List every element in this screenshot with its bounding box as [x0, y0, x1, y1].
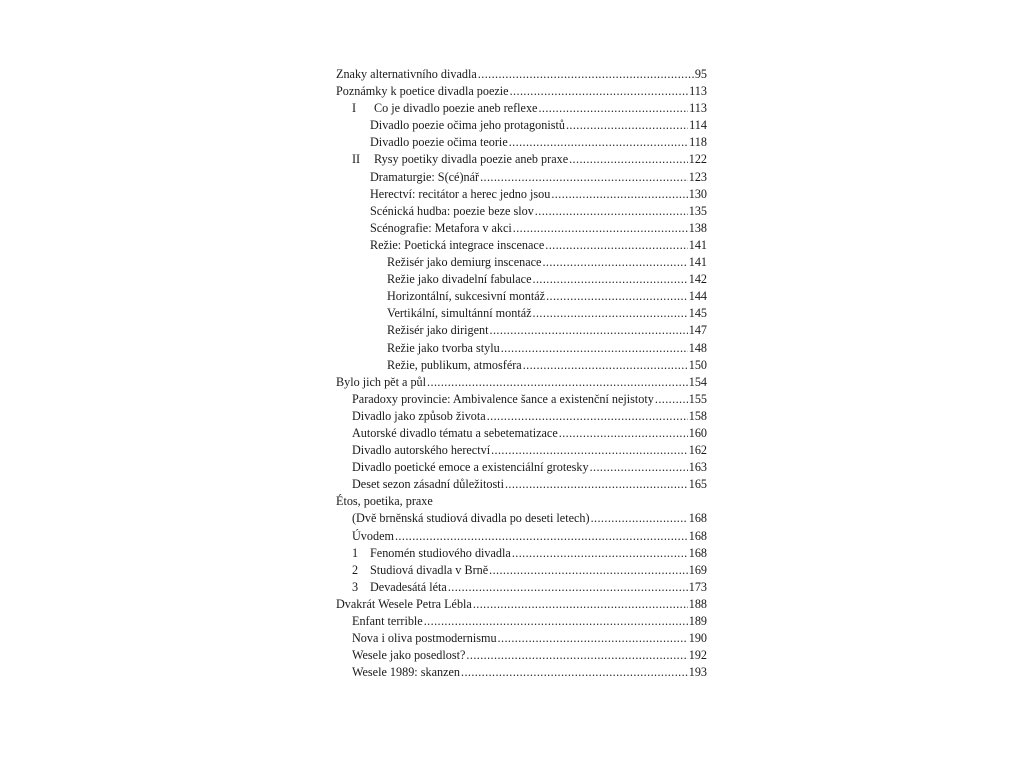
dot-leader	[501, 340, 688, 357]
toc-entry-page-number: 150	[688, 357, 707, 372]
toc-entry-page-number: 113	[689, 84, 707, 99]
toc-entry-title: Étos, poetika, praxe	[336, 494, 433, 509]
toc-entry-title: Paradoxy provincie: Ambivalence šance a existenční nejistoty	[352, 391, 654, 406]
toc-entry	[336, 186, 707, 203]
toc-entry	[336, 374, 707, 391]
toc-entry-title: Co je divadlo poezie aneb reflexe	[374, 101, 538, 116]
toc-entry	[336, 305, 707, 322]
dot-leader	[590, 459, 688, 476]
toc-entry-page-number: 189	[688, 614, 707, 628]
toc-entry-page-number: 163	[688, 460, 707, 475]
toc-entry-title: Wesele 1989: skanzen	[352, 665, 460, 680]
toc-entry-page-number: 144	[688, 289, 707, 304]
toc-entry-page-number: 155	[688, 391, 707, 406]
toc-entry-page-number: 154	[688, 374, 707, 389]
toc-entry	[336, 288, 707, 305]
toc-entry	[336, 596, 707, 613]
toc-entry-title: Enfant terrible	[352, 614, 423, 628]
toc-entry-title: Dramaturgie: S(cé)nář	[370, 169, 480, 184]
toc-entry-page-number: 142	[688, 272, 707, 287]
toc-entry	[336, 340, 707, 357]
dot-leader	[490, 322, 688, 339]
toc-entry-title: Nova i oliva postmodernismu	[352, 631, 497, 646]
dot-leader	[510, 83, 689, 100]
dot-leader	[538, 100, 688, 117]
toc-entry-page-number: 95	[694, 67, 707, 81]
dot-leader	[545, 237, 687, 254]
toc-entry-page-number: 147	[688, 323, 707, 338]
dot-leader	[533, 271, 688, 288]
toc-entry	[336, 442, 707, 459]
dot-leader	[489, 562, 688, 579]
toc-entry-title: Deset sezon zásadní důležitosti	[352, 477, 504, 492]
dot-leader	[546, 288, 688, 305]
toc-entry	[336, 357, 707, 374]
toc-entry-number: 3	[352, 579, 359, 594]
dot-leader	[448, 579, 688, 596]
toc-entry-page-number: 135	[688, 203, 707, 218]
toc-entry-page-number: 193	[688, 665, 707, 680]
toc-entry-page-number: 190	[688, 631, 707, 646]
toc-entry	[336, 459, 707, 476]
toc-entry-title: Wesele jako posedlost?	[352, 648, 466, 663]
toc-entry-number: II	[352, 152, 361, 167]
dot-leader	[466, 647, 687, 664]
toc-entry-title: Devadesátá léta	[370, 579, 447, 594]
toc-entry	[336, 117, 707, 134]
toc-entry-title: Divadlo poezie očima teorie	[370, 135, 508, 150]
toc-entry-page-number: 113	[689, 101, 707, 116]
toc-entry-title: Vertikální, simultánní montáž	[387, 306, 532, 321]
toc-entry-page-number: 118	[689, 135, 707, 150]
toc-entry	[336, 220, 707, 237]
toc-entry-page-number: 160	[688, 425, 707, 440]
toc-entry-title: (Dvě brněnská studiová divadla po deseti letech)	[352, 511, 590, 526]
toc-entry	[336, 562, 707, 579]
toc-entry-page-number: 173	[688, 579, 707, 594]
dot-leader	[478, 66, 694, 83]
toc-entry-number: 1	[352, 545, 359, 560]
toc-entry	[336, 510, 707, 527]
table-of-contents	[336, 66, 707, 681]
dot-leader	[491, 442, 688, 459]
toc-entry-title: Úvodem	[352, 528, 394, 543]
dot-leader	[535, 203, 688, 220]
toc-entry-page-number: 169	[688, 562, 707, 577]
toc-entry-title: Režisér jako demiurg inscenace	[387, 255, 542, 270]
toc-entry	[336, 408, 707, 425]
dot-leader	[424, 613, 688, 630]
dot-leader	[513, 220, 688, 237]
toc-entry-page-number: 165	[688, 477, 707, 492]
toc-entry	[336, 203, 707, 220]
toc-entry	[336, 425, 707, 442]
toc-entry-page-number: 162	[688, 443, 707, 458]
toc-entry	[336, 151, 707, 168]
toc-entry	[336, 579, 707, 596]
toc-entry	[336, 391, 707, 408]
toc-entry-title: Herectví: recitátor a herec jedno jsou	[370, 186, 551, 201]
toc-entry	[336, 134, 707, 151]
dot-leader	[480, 169, 688, 186]
toc-entry-title: Režie jako divadelní fabulace	[387, 272, 532, 287]
toc-entry	[336, 237, 707, 254]
toc-entry-title: Rysy poetiky divadla poezie aneb praxe	[374, 152, 569, 167]
toc-entry	[336, 100, 707, 117]
toc-entry-title: Divadlo jako způsob života	[352, 408, 486, 423]
toc-entry-page-number: 188	[688, 596, 707, 611]
toc-entry-title: Fenomén studiového divadla	[370, 545, 511, 560]
toc-entry	[336, 476, 707, 493]
toc-entry-title: Režie, publikum, atmosféra	[387, 357, 522, 372]
toc-entry-number: 2	[352, 562, 359, 577]
dot-leader	[566, 117, 688, 134]
dot-leader	[559, 425, 688, 442]
toc-entry-title: Divadlo poezie očima jeho protagonistů	[370, 118, 565, 133]
toc-entry-page-number: 141	[688, 255, 707, 270]
toc-entry-page-number: 130	[688, 186, 707, 201]
dot-leader	[395, 528, 688, 545]
toc-entry	[336, 528, 707, 545]
toc-entry-page-number: 168	[688, 528, 707, 543]
dot-leader	[569, 151, 688, 168]
dot-leader	[427, 374, 688, 391]
toc-entry-title: Režie jako tvorba stylu	[387, 340, 500, 355]
toc-entry-page-number: 148	[688, 340, 707, 355]
toc-entry	[336, 493, 707, 510]
toc-entry-title: Scénografie: Metafora v akci	[370, 220, 512, 235]
dot-leader	[591, 510, 688, 527]
dot-leader	[512, 545, 688, 562]
toc-entry-page-number: 122	[688, 152, 707, 167]
toc-entry-title: Bylo jich pět a půl	[336, 374, 427, 389]
toc-entry-title: Poznámky k poetice divadla poezie	[336, 84, 509, 99]
toc-entry-page-number: 114	[689, 118, 707, 133]
toc-entry-page-number: 138	[688, 220, 707, 235]
dot-leader	[551, 186, 687, 203]
dot-leader	[533, 305, 688, 322]
toc-entry-page-number: 123	[688, 169, 707, 184]
toc-entry-title: Horizontální, sukcesivní montáž	[387, 289, 546, 304]
dot-leader	[523, 357, 688, 374]
dot-leader	[509, 134, 688, 151]
toc-entry	[336, 664, 707, 681]
toc-entry	[336, 545, 707, 562]
toc-entry-title: Studiová divadla v Brně	[370, 562, 489, 577]
toc-entry	[336, 613, 707, 630]
toc-entry	[336, 630, 707, 647]
toc-entry	[336, 271, 707, 288]
toc-entry	[336, 647, 707, 664]
toc-entry-title: Divadlo poetické emoce a existenciální grotesky	[352, 460, 589, 475]
toc-entry	[336, 254, 707, 271]
toc-entry-page-number: 145	[688, 306, 707, 321]
toc-entry	[336, 83, 707, 100]
toc-entry-title: Divadlo autorského herectví	[352, 443, 491, 458]
toc-entry	[336, 169, 707, 186]
toc-entry	[336, 66, 707, 83]
toc-entry-title: Scénická hudba: poezie beze slov	[370, 203, 534, 218]
toc-entry-page-number: 141	[688, 237, 707, 252]
toc-entry-title: Režie: Poetická integrace inscenace	[370, 237, 545, 252]
dot-leader	[487, 408, 688, 425]
dot-leader	[542, 254, 687, 271]
toc-entry-title: Autorské divadlo tématu a sebetematizace	[352, 425, 558, 440]
toc-entry-number: I	[352, 101, 357, 116]
toc-entry-page-number: 168	[688, 511, 707, 526]
dot-leader	[655, 391, 688, 408]
toc-entry	[336, 322, 707, 339]
toc-entry-title: Znaky alternativního divadla	[336, 67, 477, 81]
toc-entry-title: Dvakrát Wesele Petra Lébla	[336, 596, 472, 611]
toc-entry-page-number: 192	[688, 648, 707, 663]
dot-leader	[473, 596, 688, 613]
toc-entry-page-number: 168	[688, 545, 707, 560]
toc-entry-title: Režisér jako dirigent	[387, 323, 489, 338]
dot-leader	[461, 664, 688, 681]
dot-leader	[505, 476, 688, 493]
toc-entry-page-number: 158	[688, 408, 707, 423]
dot-leader	[498, 630, 688, 647]
